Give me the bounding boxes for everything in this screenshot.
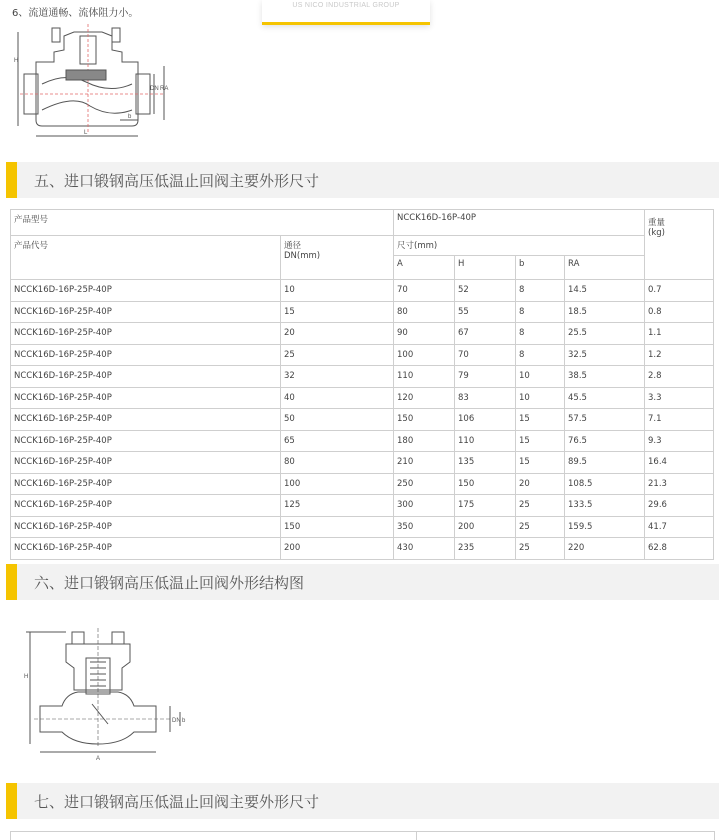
cell-h: 200	[455, 516, 516, 538]
next-table-divider	[416, 832, 417, 840]
cell-h: 55	[455, 301, 516, 323]
cell-a: 250	[394, 473, 455, 495]
cell-weight: 1.2	[645, 344, 714, 366]
cell-dn: 40	[281, 387, 394, 409]
cell-weight: 0.7	[645, 280, 714, 302]
cell-b: 8	[516, 323, 565, 345]
cell-dn: 80	[281, 452, 394, 474]
cell-code: NCCK16D-16P-25P-40P	[11, 495, 281, 517]
cell-weight: 2.8	[645, 366, 714, 388]
fig2-label-b: b	[182, 718, 186, 724]
cell-h: 83	[455, 387, 516, 409]
cell-code: NCCK16D-16P-25P-40P	[11, 301, 281, 323]
header-dn-unit: DN(mm)	[284, 251, 321, 261]
cell-weight: 29.6	[645, 495, 714, 517]
table-row	[11, 409, 714, 431]
cell-b: 20	[516, 473, 565, 495]
cell-weight: 9.3	[645, 430, 714, 452]
cell-ra: 133.5	[565, 495, 645, 517]
cell-ra: 38.5	[565, 366, 645, 388]
cell-dn: 150	[281, 516, 394, 538]
table-row	[11, 516, 714, 538]
cell-code: NCCK16D-16P-25P-40P	[11, 516, 281, 538]
cell-code: NCCK16D-16P-25P-40P	[11, 344, 281, 366]
cell-b: 15	[516, 430, 565, 452]
section-five-title: 五、进口锻钢高压低温止回阀主要外形尺寸	[34, 172, 320, 190]
cell-a: 180	[394, 430, 455, 452]
section-seven-header	[6, 783, 719, 819]
cell-h: 135	[455, 452, 516, 474]
cell-b: 8	[516, 344, 565, 366]
cell-a: 100	[394, 344, 455, 366]
cell-a: 350	[394, 516, 455, 538]
cell-weight: 21.3	[645, 473, 714, 495]
cell-weight: 0.8	[645, 301, 714, 323]
header-size-label: 尺寸(mm)	[394, 236, 645, 256]
cell-dn: 32	[281, 366, 394, 388]
cell-ra: 89.5	[565, 452, 645, 474]
section-six-header	[6, 564, 719, 600]
section-accent-bar	[6, 564, 17, 600]
cell-a: 70	[394, 280, 455, 302]
cell-a: 80	[394, 301, 455, 323]
cell-dn: 125	[281, 495, 394, 517]
cell-dn: 65	[281, 430, 394, 452]
cell-code: NCCK16D-16P-25P-40P	[11, 280, 281, 302]
cell-b: 8	[516, 301, 565, 323]
cell-dn: 15	[281, 301, 394, 323]
watermark-text: US NICO INDUSTRIAL GROUP	[292, 2, 400, 9]
header-col-a: A	[394, 256, 455, 280]
cell-ra: 45.5	[565, 387, 645, 409]
cell-weight: 7.1	[645, 409, 714, 431]
table-row	[11, 344, 714, 366]
cell-code: NCCK16D-16P-25P-40P	[11, 430, 281, 452]
cell-b: 8	[516, 280, 565, 302]
intro-text: 6、流道通畅、流体阻力小。	[12, 8, 139, 19]
valve-structure-drawing-2	[22, 628, 192, 764]
cell-code: NCCK16D-16P-25P-40P	[11, 323, 281, 345]
section-accent-bar	[6, 162, 17, 198]
fig2-label-h: H	[24, 674, 29, 680]
cell-ra: 108.5	[565, 473, 645, 495]
cell-b: 25	[516, 516, 565, 538]
table-row	[11, 473, 714, 495]
cell-b: 10	[516, 366, 565, 388]
fig1-label-dn: DN	[150, 86, 159, 92]
fig1-label-l: L	[84, 130, 88, 136]
watermark-badge	[262, 0, 430, 25]
cell-weight: 1.1	[645, 323, 714, 345]
section-five-header	[6, 162, 719, 198]
header-weight-unit: (kg)	[648, 228, 665, 238]
cell-a: 90	[394, 323, 455, 345]
cell-code: NCCK16D-16P-25P-40P	[11, 409, 281, 431]
valve-section-drawing-1	[14, 22, 174, 144]
table-row	[11, 452, 714, 474]
cell-b: 10	[516, 387, 565, 409]
cell-code: NCCK16D-16P-25P-40P	[11, 452, 281, 474]
table-row	[11, 387, 714, 409]
header-col-ra: RA	[565, 256, 645, 280]
header-col-b: b	[516, 256, 565, 280]
cell-b: 15	[516, 452, 565, 474]
cell-h: 70	[455, 344, 516, 366]
cell-a: 110	[394, 366, 455, 388]
cell-dn: 200	[281, 538, 394, 560]
cell-b: 25	[516, 538, 565, 560]
header-weight	[645, 210, 714, 280]
cell-b: 25	[516, 495, 565, 517]
cell-h: 175	[455, 495, 516, 517]
table-row	[11, 280, 714, 302]
table-row	[11, 538, 714, 560]
cell-dn: 50	[281, 409, 394, 431]
cell-a: 150	[394, 409, 455, 431]
cell-ra: 220	[565, 538, 645, 560]
cell-ra: 25.5	[565, 323, 645, 345]
header-model-value: NCCK16D-16P-40P	[394, 210, 645, 236]
cell-h: 150	[455, 473, 516, 495]
cell-code: NCCK16D-16P-25P-40P	[11, 387, 281, 409]
cell-h: 110	[455, 430, 516, 452]
cell-a: 120	[394, 387, 455, 409]
cell-ra: 57.5	[565, 409, 645, 431]
cell-code: NCCK16D-16P-25P-40P	[11, 473, 281, 495]
cell-ra: 159.5	[565, 516, 645, 538]
cell-h: 67	[455, 323, 516, 345]
header-model-label: 产品型号	[11, 210, 394, 236]
next-table-top	[10, 831, 715, 840]
dimension-table	[10, 209, 714, 560]
fig1-label-h: H	[14, 58, 19, 64]
cell-ra: 18.5	[565, 301, 645, 323]
section-accent-bar	[6, 783, 17, 819]
cell-a: 210	[394, 452, 455, 474]
section-six-title: 六、进口锻钢高压低温止回阀外形结构图	[34, 574, 305, 592]
table-row	[11, 366, 714, 388]
cell-weight: 62.8	[645, 538, 714, 560]
cell-ra: 32.5	[565, 344, 645, 366]
fig2-label-a: A	[96, 756, 101, 762]
table-row	[11, 430, 714, 452]
table-row	[11, 323, 714, 345]
cell-b: 15	[516, 409, 565, 431]
cell-dn: 25	[281, 344, 394, 366]
cell-dn: 100	[281, 473, 394, 495]
table-row	[11, 301, 714, 323]
section-seven-title: 七、进口锻钢高压低温止回阀主要外形尺寸	[34, 793, 320, 811]
cell-dn: 20	[281, 323, 394, 345]
cell-weight: 16.4	[645, 452, 714, 474]
fig2-label-dn: DN	[172, 718, 181, 724]
cell-weight: 3.3	[645, 387, 714, 409]
header-col-h: H	[455, 256, 516, 280]
cell-h: 106	[455, 409, 516, 431]
cell-a: 300	[394, 495, 455, 517]
header-dn-label: 通径	[284, 241, 302, 251]
cell-h: 79	[455, 366, 516, 388]
cell-code: NCCK16D-16P-25P-40P	[11, 538, 281, 560]
cell-a: 430	[394, 538, 455, 560]
cell-ra: 76.5	[565, 430, 645, 452]
cell-ra: 14.5	[565, 280, 645, 302]
cell-h: 52	[455, 280, 516, 302]
header-weight-label: 重量	[648, 218, 666, 228]
table-row	[11, 495, 714, 517]
cell-weight: 41.7	[645, 516, 714, 538]
cell-h: 235	[455, 538, 516, 560]
header-dn	[281, 236, 394, 280]
cell-dn: 10	[281, 280, 394, 302]
fig1-label-b: b	[128, 114, 132, 120]
header-code-label: 产品代号	[11, 236, 281, 280]
cell-code: NCCK16D-16P-25P-40P	[11, 366, 281, 388]
fig1-label-ra: RA	[160, 86, 169, 92]
